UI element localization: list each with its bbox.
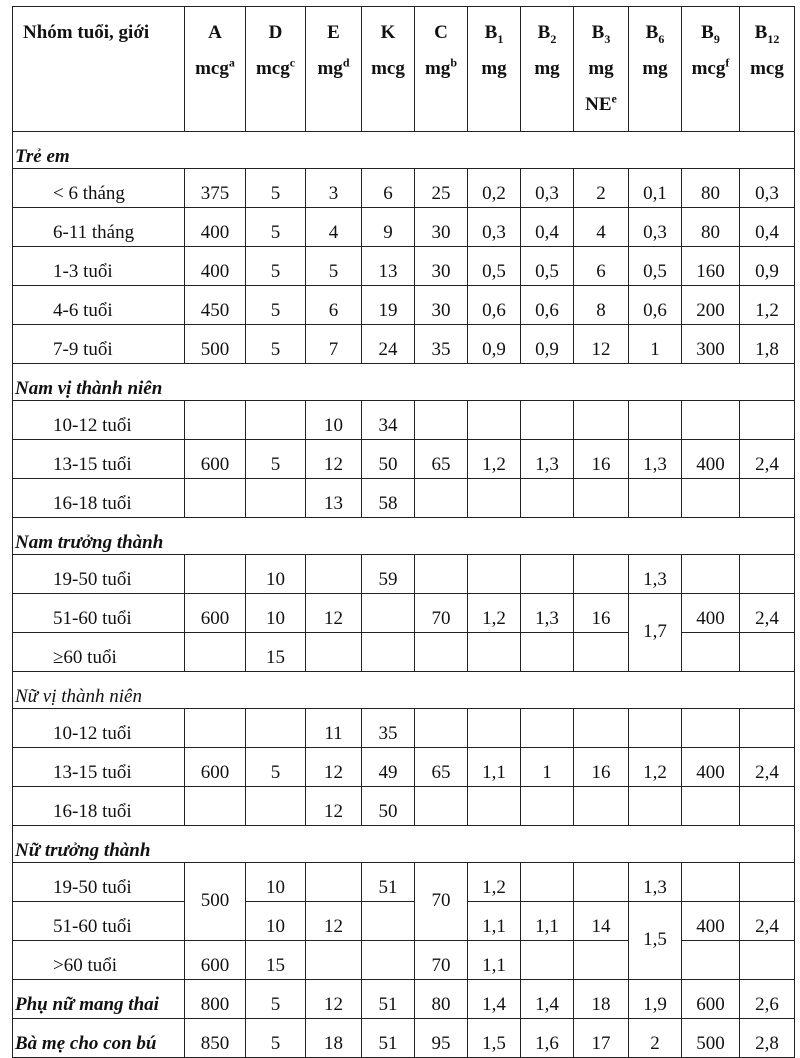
cell: 50 (362, 787, 415, 826)
cell: 2 (574, 169, 629, 208)
table-row (13, 325, 795, 364)
cell (362, 941, 415, 980)
cell: 0,9 (740, 247, 795, 286)
section-children: Trẻ em (13, 132, 795, 169)
cell: 58 (362, 479, 415, 518)
table-row (13, 748, 795, 787)
cell: 8 (574, 286, 629, 325)
header-c: C $mg^b$ (415, 7, 468, 132)
table-row (13, 594, 795, 633)
cell: 1,8 (740, 325, 795, 364)
cell: 65 (415, 440, 468, 479)
cell (574, 787, 629, 826)
cell: 15 (246, 633, 306, 672)
cell: 600 (185, 941, 246, 980)
cell (521, 941, 574, 980)
cell: 0,3 (740, 169, 795, 208)
cell: 1,2 (468, 863, 521, 902)
cell: 12 (306, 748, 362, 787)
table-row (13, 1019, 795, 1058)
cell: 2,6 (740, 980, 795, 1019)
cell: 600 (185, 748, 246, 787)
cell: 500 (185, 863, 246, 941)
table-row (13, 787, 795, 826)
row-label: 1-3 tuổi (13, 247, 185, 286)
cell (306, 863, 362, 902)
cell (574, 863, 629, 902)
cell: 35 (362, 709, 415, 748)
cell (629, 479, 682, 518)
table-row (13, 555, 795, 594)
cell: 34 (362, 401, 415, 440)
cell (574, 941, 629, 980)
cell (629, 401, 682, 440)
cell: 30 (415, 247, 468, 286)
cell: 70 (415, 594, 468, 633)
cell: 1 (521, 748, 574, 787)
cell: 400 (185, 208, 246, 247)
cell: 51 (362, 1019, 415, 1058)
table-row (13, 286, 795, 325)
cell (185, 709, 246, 748)
cell: 0,9 (468, 325, 521, 364)
vitamin-requirements-table (12, 6, 795, 1058)
cell (185, 787, 246, 826)
cell (740, 479, 795, 518)
cell: 5 (246, 325, 306, 364)
cell: 5 (246, 440, 306, 479)
cell (468, 401, 521, 440)
cell: 0,5 (468, 247, 521, 286)
cell (682, 401, 740, 440)
table-row (13, 169, 795, 208)
cell: 400 (682, 902, 740, 941)
header-a: A mcg$^a$ (185, 7, 246, 132)
cell: 600 (185, 440, 246, 479)
header-b6: $B_6$ mg (629, 7, 682, 132)
cell (468, 479, 521, 518)
cell: 5 (246, 286, 306, 325)
cell: 400 (682, 748, 740, 787)
section-male-teen: Nam vị thành niên (13, 364, 795, 401)
cell (246, 709, 306, 748)
cell: 19 (362, 286, 415, 325)
cell: 800 (185, 980, 246, 1019)
cell: 1,2 (740, 286, 795, 325)
cell: 70 (415, 863, 468, 941)
cell: 1,7 (629, 594, 682, 672)
table-row (13, 902, 795, 941)
cell: 500 (185, 325, 246, 364)
cell: 12 (306, 440, 362, 479)
row-label: 4-6 tuổi (13, 286, 185, 325)
cell: 1,3 (629, 555, 682, 594)
cell: 1,5 (468, 1019, 521, 1058)
cell (185, 633, 246, 672)
cell (740, 709, 795, 748)
header-e: E $mg^d$ (306, 7, 362, 132)
cell: 1,1 (468, 748, 521, 787)
cell: 51 (362, 863, 415, 902)
header-group: Nhóm tuổi, giới (13, 7, 185, 132)
cell: 3 (306, 169, 362, 208)
cell: 13 (306, 479, 362, 518)
cell (574, 709, 629, 748)
cell (682, 787, 740, 826)
cell: 400 (185, 247, 246, 286)
cell: 51 (362, 980, 415, 1019)
cell (415, 633, 468, 672)
cell: 1,2 (468, 594, 521, 633)
cell: 16 (574, 748, 629, 787)
cell: 1,2 (468, 440, 521, 479)
cell (740, 401, 795, 440)
cell: 1,3 (521, 440, 574, 479)
cell (185, 479, 246, 518)
table-row (13, 479, 795, 518)
table-row (13, 980, 795, 1019)
cell: 10 (246, 863, 306, 902)
cell (521, 479, 574, 518)
section-female-teen: Nữ vị thành niên (13, 672, 795, 709)
cell: 0,6 (468, 286, 521, 325)
cell (682, 709, 740, 748)
cell (185, 401, 246, 440)
cell: 30 (415, 286, 468, 325)
header-b12: $B_{12}$ mcg (740, 7, 795, 132)
cell: 6 (306, 286, 362, 325)
cell: 6 (574, 247, 629, 286)
row-label: 13-15 tuổi (13, 440, 185, 479)
cell: 7 (306, 325, 362, 364)
cell: 2,4 (740, 594, 795, 633)
cell: 400 (682, 440, 740, 479)
cell (682, 863, 740, 902)
cell (415, 401, 468, 440)
cell: 50 (362, 440, 415, 479)
cell: 12 (306, 594, 362, 633)
row-label: 51-60 tuổi (13, 594, 185, 633)
cell (306, 555, 362, 594)
cell: 25 (415, 169, 468, 208)
cell: 200 (682, 286, 740, 325)
row-label: 16-18 tuổi (13, 787, 185, 826)
row-label: 10-12 tuổi (13, 401, 185, 440)
row-label: 7-9 tuổi (13, 325, 185, 364)
cell (468, 555, 521, 594)
cell (246, 401, 306, 440)
cell: 1 (629, 325, 682, 364)
cell: 80 (682, 208, 740, 247)
cell: 80 (682, 169, 740, 208)
cell: 16 (574, 594, 629, 633)
cell (521, 787, 574, 826)
cell: 13 (362, 247, 415, 286)
cell (185, 555, 246, 594)
cell (362, 902, 415, 941)
section-female-adult: Nữ trưởng thành (13, 826, 795, 863)
cell (682, 479, 740, 518)
cell: 1,1 (521, 902, 574, 941)
table-row (13, 863, 795, 902)
cell: 5 (246, 247, 306, 286)
header-b3: $B_3$ mg $NE^e$ (574, 7, 629, 132)
cell: 0,3 (468, 208, 521, 247)
cell: 18 (574, 980, 629, 1019)
cell (415, 555, 468, 594)
cell (246, 787, 306, 826)
cell (629, 709, 682, 748)
table-row (13, 709, 795, 748)
cell: 30 (415, 208, 468, 247)
cell: 16 (574, 440, 629, 479)
cell: 1,6 (521, 1019, 574, 1058)
section-male-adult: Nam trưởng thành (13, 518, 795, 555)
cell: 2,4 (740, 440, 795, 479)
cell: 0,3 (629, 208, 682, 247)
row-label: 19-50 tuổi (13, 555, 185, 594)
cell (740, 787, 795, 826)
cell (682, 941, 740, 980)
cell (740, 633, 795, 672)
table-row (13, 247, 795, 286)
cell: 1,1 (468, 941, 521, 980)
cell (468, 709, 521, 748)
cell: 600 (682, 980, 740, 1019)
header-k: K mcg (362, 7, 415, 132)
cell: 450 (185, 286, 246, 325)
cell: 17 (574, 1019, 629, 1058)
cell (246, 479, 306, 518)
cell: 5 (306, 247, 362, 286)
cell: 5 (246, 169, 306, 208)
row-label: >60 tuổi (13, 941, 185, 980)
cell: 10 (246, 902, 306, 941)
cell: 59 (362, 555, 415, 594)
cell: 0,1 (629, 169, 682, 208)
cell (468, 787, 521, 826)
table-row (13, 401, 795, 440)
cell: 11 (306, 709, 362, 748)
cell: 12 (306, 980, 362, 1019)
cell: 2,4 (740, 902, 795, 941)
cell (521, 555, 574, 594)
cell (574, 479, 629, 518)
cell: 0,6 (521, 286, 574, 325)
cell: 160 (682, 247, 740, 286)
cell: 5 (246, 748, 306, 787)
row-label: 6-11 tháng (13, 208, 185, 247)
cell (362, 594, 415, 633)
cell (682, 633, 740, 672)
cell: 400 (682, 594, 740, 633)
cell: 49 (362, 748, 415, 787)
cell (574, 555, 629, 594)
header-b1: $B_1$ mg (468, 7, 521, 132)
cell (521, 863, 574, 902)
cell: 1,3 (629, 863, 682, 902)
row-label: 19-50 tuổi (13, 863, 185, 902)
cell: 12 (306, 902, 362, 941)
cell: 2 (629, 1019, 682, 1058)
cell: 15 (246, 941, 306, 980)
cell: 65 (415, 748, 468, 787)
cell (574, 633, 629, 672)
header-row (13, 7, 795, 132)
row-label: 16-18 tuổi (13, 479, 185, 518)
cell (415, 479, 468, 518)
cell: 1,4 (521, 980, 574, 1019)
cell: 80 (415, 980, 468, 1019)
cell: 0,4 (740, 208, 795, 247)
cell: 1,3 (629, 440, 682, 479)
row-label: 13-15 tuổi (13, 748, 185, 787)
cell (574, 401, 629, 440)
cell: 6 (362, 169, 415, 208)
cell: 10 (246, 594, 306, 633)
cell: 375 (185, 169, 246, 208)
cell: 35 (415, 325, 468, 364)
cell: 850 (185, 1019, 246, 1058)
cell (521, 709, 574, 748)
cell: 4 (574, 208, 629, 247)
header-b9: $B_9$ mcg$^f$ (682, 7, 740, 132)
cell (682, 555, 740, 594)
cell (415, 787, 468, 826)
row-label: ≥60 tuổi (13, 633, 185, 672)
table-row (13, 440, 795, 479)
cell: 9 (362, 208, 415, 247)
header-d: D mcg$^c$ (246, 7, 306, 132)
row-label: 10-12 tuổi (13, 709, 185, 748)
cell: 0,2 (468, 169, 521, 208)
cell (362, 633, 415, 672)
cell (468, 633, 521, 672)
row-label: < 6 tháng (13, 169, 185, 208)
cell: 1,4 (468, 980, 521, 1019)
cell: 5 (246, 208, 306, 247)
cell (415, 709, 468, 748)
cell (740, 863, 795, 902)
row-label: 51-60 tuổi (13, 902, 185, 941)
row-label: Phụ nữ mang thai (13, 980, 185, 1019)
cell: 0,5 (521, 247, 574, 286)
cell: 14 (574, 902, 629, 941)
cell: 300 (682, 325, 740, 364)
cell (629, 787, 682, 826)
header-b2: $B_2$ mg (521, 7, 574, 132)
cell: 1,1 (468, 902, 521, 941)
cell: 0,3 (521, 169, 574, 208)
cell: 4 (306, 208, 362, 247)
cell: 2,8 (740, 1019, 795, 1058)
cell: 95 (415, 1019, 468, 1058)
cell (306, 633, 362, 672)
cell (740, 941, 795, 980)
cell: 10 (306, 401, 362, 440)
cell (521, 401, 574, 440)
table-row (13, 208, 795, 247)
cell: 0,9 (521, 325, 574, 364)
cell: 1,9 (629, 980, 682, 1019)
row-label: Bà mẹ cho con bú (13, 1019, 185, 1058)
cell: 12 (306, 787, 362, 826)
cell (740, 555, 795, 594)
cell: 2,4 (740, 748, 795, 787)
cell: 18 (306, 1019, 362, 1058)
cell: 1,5 (629, 902, 682, 980)
cell: 1,2 (629, 748, 682, 787)
cell: 0,4 (521, 208, 574, 247)
cell: 24 (362, 325, 415, 364)
cell: 5 (246, 980, 306, 1019)
cell (306, 941, 362, 980)
cell: 500 (682, 1019, 740, 1058)
cell: 12 (574, 325, 629, 364)
cell: 1,3 (521, 594, 574, 633)
cell: 0,6 (629, 286, 682, 325)
cell: 10 (246, 555, 306, 594)
cell: 70 (415, 941, 468, 980)
cell: 600 (185, 594, 246, 633)
cell: 0,5 (629, 247, 682, 286)
cell (521, 633, 574, 672)
cell: 5 (246, 1019, 306, 1058)
